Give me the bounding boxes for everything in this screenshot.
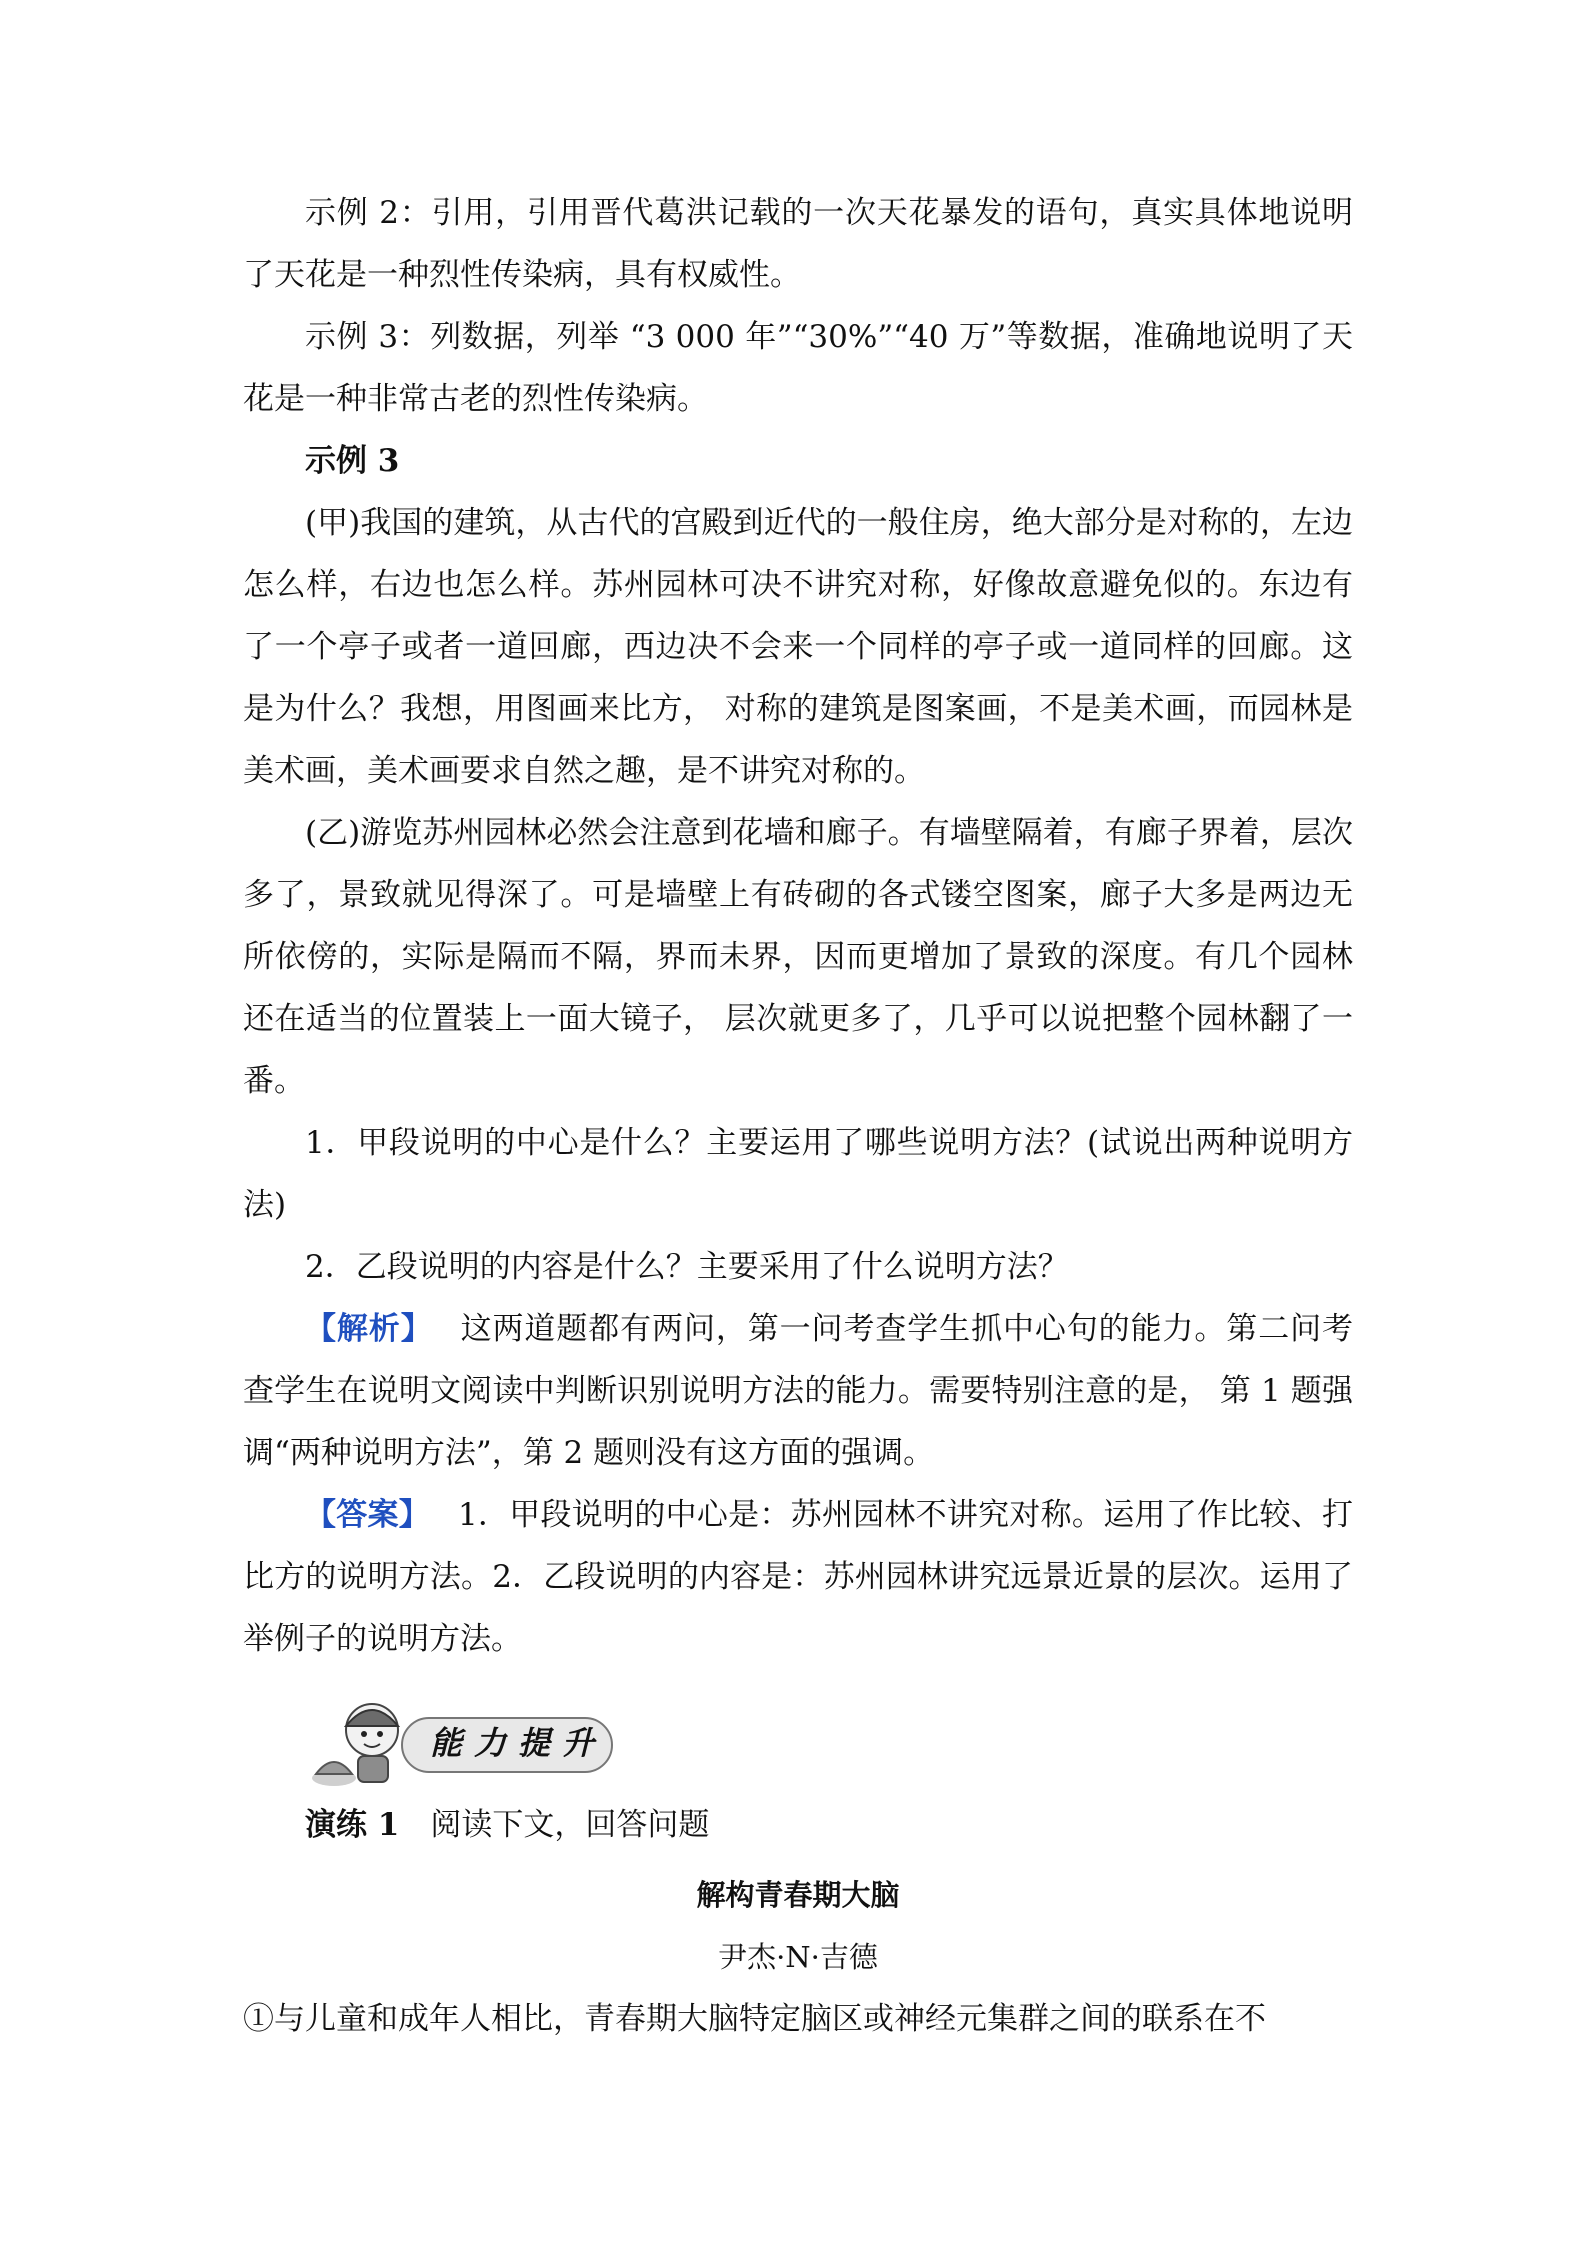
answer-text: 1．甲段说明的中心是：苏州园林不讲究对称。运用了作比较、打比方的说明方法。2．乙段说明的内容是：苏州园林讲究远景近景的层次。运用了举例子的说明方法。: [243, 1497, 1353, 1657]
analysis-tag: 【解析】: [305, 1311, 433, 1347]
question-2: 2．乙段说明的内容是什么？主要采用了什么说明方法？: [305, 1249, 1069, 1285]
answer-tag: 【答案】: [305, 1497, 431, 1533]
article-paragraph-1: ①与儿童和成年人相比，青春期大脑特定脑区或神经元集群之间的联系在不: [243, 2001, 1266, 2037]
question-1: 1．甲段说明的中心是什么？主要运用了哪些说明方法？(试说出两种说明方法): [243, 1125, 1353, 1223]
exercise-text: 阅读下文，回答问题: [430, 1807, 710, 1843]
example-3-paragraph: 示例 3：列数据，列举 “3 000 年”“30%”“40 万”等数据，准确地说明了天花是一种非常古老的烈性传染病。: [243, 319, 1353, 417]
article-author: 尹杰·N·吉德: [718, 1940, 878, 1974]
answer-paragraph: [243, 1484, 1353, 1670]
exercise-tag: 演练 1: [305, 1807, 400, 1843]
article-title: 解构青春期大脑: [696, 1878, 900, 1912]
example-2-paragraph: 示例 2：引用，引用晋代葛洪记载的一次天花暴发的语句，真实具体地说明了天花是一种烈性传染病，具有权威性。: [243, 195, 1353, 293]
passage-jia: (甲)我国的建筑，从古代的宫殿到近代的一般住房，绝大部分是对称的，左边怎么样，右边也怎么样。苏州园林可决不讲究对称，好像故意避免似的。东边有了一个亭子或者一道回廊，西边决不会来一个同样的亭子或一道同样的回廊。这是为什么？我想，用图画来比方， 对称的建筑是图案画，不是美术画，而园林是美术画，美术画要求自然之趣，是不讲究对称的。: [243, 505, 1353, 789]
exercise-line: [305, 1794, 1353, 1856]
banner-label: 能力提升: [430, 1724, 607, 1762]
analysis-text: 这两道题都有两问，第一问考查学生抓中心句的能力。第二问考查学生在说明文阅读中判断识别说明方法的能力。需要特别注意的是， 第 1 题强调“两种说明方法”，第 2 题则没有这方面的强调。: [243, 1311, 1354, 1471]
example-3-heading: 示例 3: [305, 443, 400, 479]
ability-banner: [302, 1690, 622, 1790]
analysis-paragraph: [243, 1298, 1353, 1484]
passage-yi: (乙)游览苏州园林必然会注意到花墙和廊子。有墙壁隔着，有廊子界着，层次多了，景致就见得深了。可是墙壁上有砖砌的各式镂空图案，廊子大多是两边无所依傍的，实际是隔而不隔，界而未界，因而更增加了景致的深度。有几个园林还在适当的位置装上一面大镜子， 层次就更多了，几乎可以说把整个园林翻了一番。: [243, 815, 1353, 1099]
